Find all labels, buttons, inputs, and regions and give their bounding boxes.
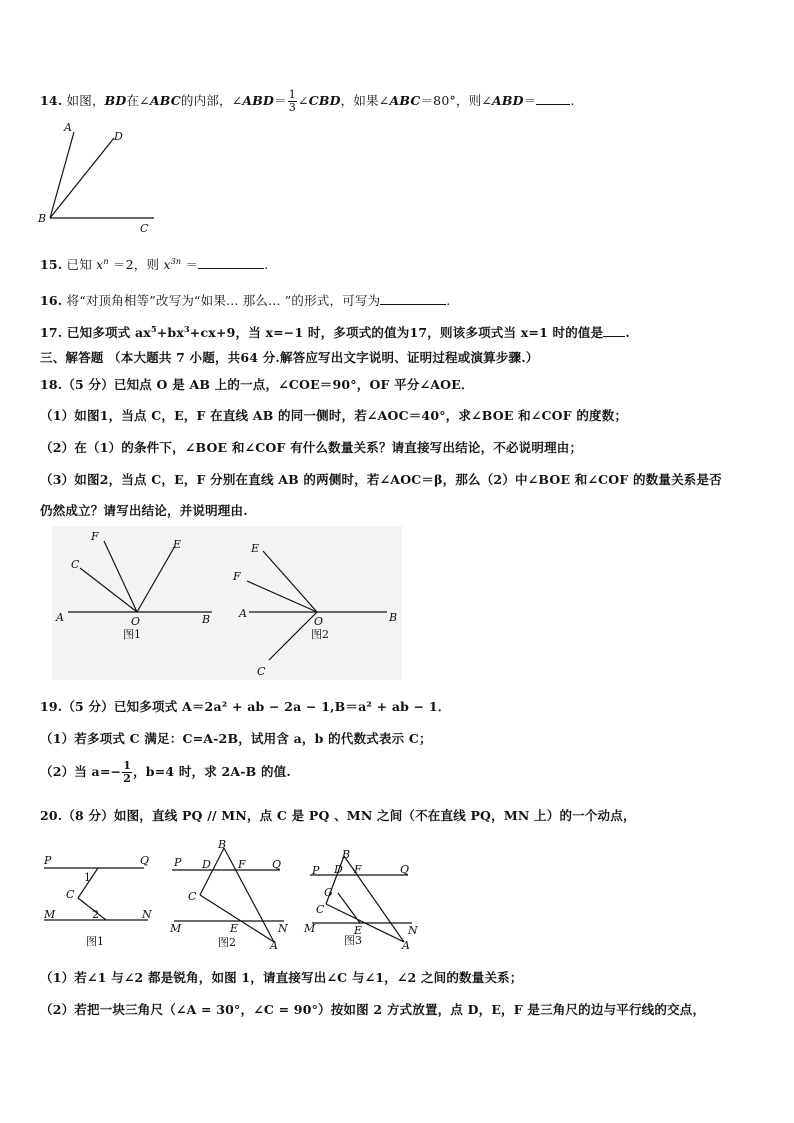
q16-answer-blank <box>380 292 446 305</box>
label-f: F <box>233 570 241 583</box>
label-e: E <box>230 922 239 935</box>
q14-angle-abc: ABC <box>389 93 421 108</box>
angle-2: 2 <box>92 908 99 921</box>
figure-caption: 图2 <box>218 936 236 949</box>
label-d: D <box>202 858 211 871</box>
q14-angle-abc: ABC <box>149 93 181 108</box>
label-f: F <box>354 863 362 876</box>
ray-oc <box>80 568 137 612</box>
q16-number: 16. <box>40 293 63 308</box>
q18-figure1 <box>52 526 227 680</box>
label-a: A <box>56 611 64 624</box>
q17-answer-blank <box>603 324 625 337</box>
label-n: N <box>408 924 418 937</box>
label-m: M <box>44 908 56 921</box>
q16-text: 将“对顶角相等”改写为“如果... 那么... ”的形式，可写为 <box>66 293 381 308</box>
label-n: N <box>278 922 288 935</box>
q16-tail: . <box>446 293 451 308</box>
label-b: B <box>389 611 398 624</box>
q14-figure <box>36 118 166 238</box>
label-e: E <box>354 924 363 937</box>
q14-answer-blank <box>536 92 570 105</box>
q14-text: ＝ <box>523 93 537 108</box>
label-b: B <box>218 838 227 851</box>
ray-oe <box>263 551 317 612</box>
label-q: Q <box>272 858 282 871</box>
label-f: F <box>238 858 246 871</box>
q20-text: （8 分）如图，直线 PQ // MN，点 C 是 PQ 、MN 之间（不在直线 PQ，MN 上）的一个动点， <box>62 808 636 823</box>
label-c: C <box>188 890 197 903</box>
q20-part1: （1）若∠1 与∠2 都是锐角，如图 1，请直接写出∠C 与∠1，∠2 之间的数量关系； <box>40 970 523 985</box>
q14-text: 的内部，∠ <box>180 93 243 108</box>
ray-bd <box>50 138 114 218</box>
q18-part3a: （3）如图2，当点 C，E，F 分别在直线 AB 的两侧时，若∠AOC＝β，那么（2）中∠BOE 和∠COF 的数量关系是否 <box>40 472 722 487</box>
q14-frac-den: 3 <box>288 101 296 114</box>
q15-var-x: x <box>96 257 104 272</box>
q17-text: +cx+9，当 x=−1 时，多项式的值为17，则该多项式当 x=1 时的值是 <box>189 325 604 340</box>
q19-fraction <box>122 760 132 785</box>
q19-frac-num: 1 <box>123 759 132 772</box>
label-e: E <box>251 542 260 555</box>
q18-part3b: 仍然成立？请写出结论，并说明理由. <box>40 503 248 518</box>
label-c: C <box>140 222 149 235</box>
label-d: D <box>114 130 123 143</box>
label-c: C <box>66 888 75 901</box>
q14-angle-abd: ABD <box>242 93 275 108</box>
section-heading: 三、解答题 （本大题共 7 小题，共64 分.解答应写出文字说明、证明过程或演算步骤.） <box>40 350 539 365</box>
figure-caption: 图3 <box>344 934 362 947</box>
label-b: B <box>202 613 211 626</box>
q15-exp-3n: 3n <box>170 256 182 266</box>
q14-text: ，如果∠ <box>340 93 390 108</box>
seg-ge <box>338 893 360 923</box>
q20-figure1 <box>40 846 160 950</box>
label-q: Q <box>400 863 410 876</box>
label-a: A <box>239 607 247 620</box>
q18-part1: （1）如图1，当点 C，E，F 在直线 AB 的同一侧时，若∠AOC＝40°，求∠BOE 和∠COF 的度数； <box>40 408 628 423</box>
figure-caption: 图2 <box>311 628 329 641</box>
q18-figure2 <box>227 526 402 680</box>
label-o: O <box>314 615 324 628</box>
q16-line <box>40 291 450 309</box>
label-m: M <box>304 922 316 935</box>
q15-text: ＝ <box>185 257 199 272</box>
label-c: C <box>257 665 266 678</box>
ray-ba <box>50 132 74 218</box>
q14-text: ∠ <box>298 93 309 108</box>
q14-text: ＝80°，则∠ <box>420 93 493 108</box>
q15-exp-n: n <box>103 256 109 266</box>
q14-text: 在∠ <box>126 93 150 108</box>
label-b: B <box>342 848 351 861</box>
q15-number: 15. <box>40 257 63 272</box>
label-g: G <box>324 886 333 899</box>
q19-text: （5 分）已知多项式 A＝2a² + ab − 2a − 1,B＝a² + ab − 1． <box>62 699 451 714</box>
figure-caption: 图1 <box>86 935 104 948</box>
q19-stem <box>40 697 450 715</box>
q18-part2: （2）在（1）的条件下，∠BOE 和∠COF 有什么数量关系？请直接写出结论，不必说明理由； <box>40 440 583 455</box>
label-a: A <box>64 121 72 134</box>
q14-line <box>40 89 575 114</box>
label-p: P <box>174 856 182 869</box>
figure-caption: 图1 <box>123 628 141 641</box>
q17-text: +bx <box>156 325 184 340</box>
q20-figure3 <box>302 838 432 950</box>
q15-var-x: x <box>163 257 171 272</box>
q17-tail: . <box>625 325 630 340</box>
label-p: P <box>44 854 52 867</box>
q15-text: 已知 <box>66 257 92 272</box>
label-e: E <box>173 538 182 551</box>
ray-of <box>104 541 137 612</box>
q14-tail: . <box>570 93 575 108</box>
label-c: C <box>316 903 325 916</box>
q14-text: ＝ <box>274 93 287 108</box>
q15-line <box>40 255 268 273</box>
side-ba <box>344 856 404 942</box>
label-n: N <box>142 908 152 921</box>
q20-number: 20. <box>40 808 63 823</box>
q15-tail: . <box>264 257 269 272</box>
q19-frac-den: 2 <box>123 772 132 785</box>
q19-text: ，b=4 时，求 2A-B 的值. <box>133 764 291 779</box>
q20-stem <box>40 806 636 824</box>
ray-oe <box>137 546 175 612</box>
label-q: Q <box>140 854 150 867</box>
q18-number: 18. <box>40 377 63 392</box>
label-m: M <box>170 922 182 935</box>
q19-number: 19. <box>40 699 63 714</box>
label-c: C <box>71 558 80 571</box>
q14-seg-bd: BD <box>104 93 127 108</box>
label-d: D <box>334 863 343 876</box>
q15-answer-blank <box>198 256 264 269</box>
side-bc <box>200 848 224 895</box>
q15-text: ＝2，则 <box>112 257 160 272</box>
label-b: B <box>38 212 47 225</box>
q17-exp: 3 <box>184 323 190 334</box>
label-a: A <box>402 939 410 952</box>
q14-frac-num: 1 <box>288 88 296 101</box>
q17-exp: 5 <box>150 323 157 334</box>
q17-number: 17. <box>40 325 63 340</box>
q19-part2 <box>40 760 291 785</box>
q18-text: （5 分）已知点 O 是 AB 上的一点，∠COE＝90°，OF 平分∠AOE． <box>62 377 474 392</box>
angle-1: 1 <box>84 871 91 884</box>
q17-text: 已知多项式 ax <box>66 325 151 340</box>
q20-part2: （2）若把一块三角尺（∠A = 30°，∠C = 90°）按如图 2 方式放置，点 D，E，F 是三角尺的边与平行线的交点， <box>40 1002 706 1017</box>
q14-angle-abd: ABD <box>492 93 524 108</box>
label-a: A <box>270 939 278 952</box>
q19-part1: （1）若多项式 C 满足：C=A-2B，试用含 a，b 的代数式表示 C； <box>40 731 432 746</box>
label-f: F <box>91 530 99 543</box>
label-p: P <box>312 864 320 877</box>
ray-oc <box>269 612 317 660</box>
q19-text: （2）当 a=− <box>40 764 122 779</box>
q20-figure2 <box>168 838 298 950</box>
q14-text: 如图， <box>66 93 105 108</box>
q17-line <box>40 323 630 341</box>
ray-of <box>247 581 317 612</box>
q14-number: 14. <box>40 93 63 108</box>
q14-angle-cbd: CBD <box>308 93 341 108</box>
label-o: O <box>131 615 141 628</box>
q18-stem <box>40 375 474 393</box>
q14-fraction <box>288 89 297 114</box>
